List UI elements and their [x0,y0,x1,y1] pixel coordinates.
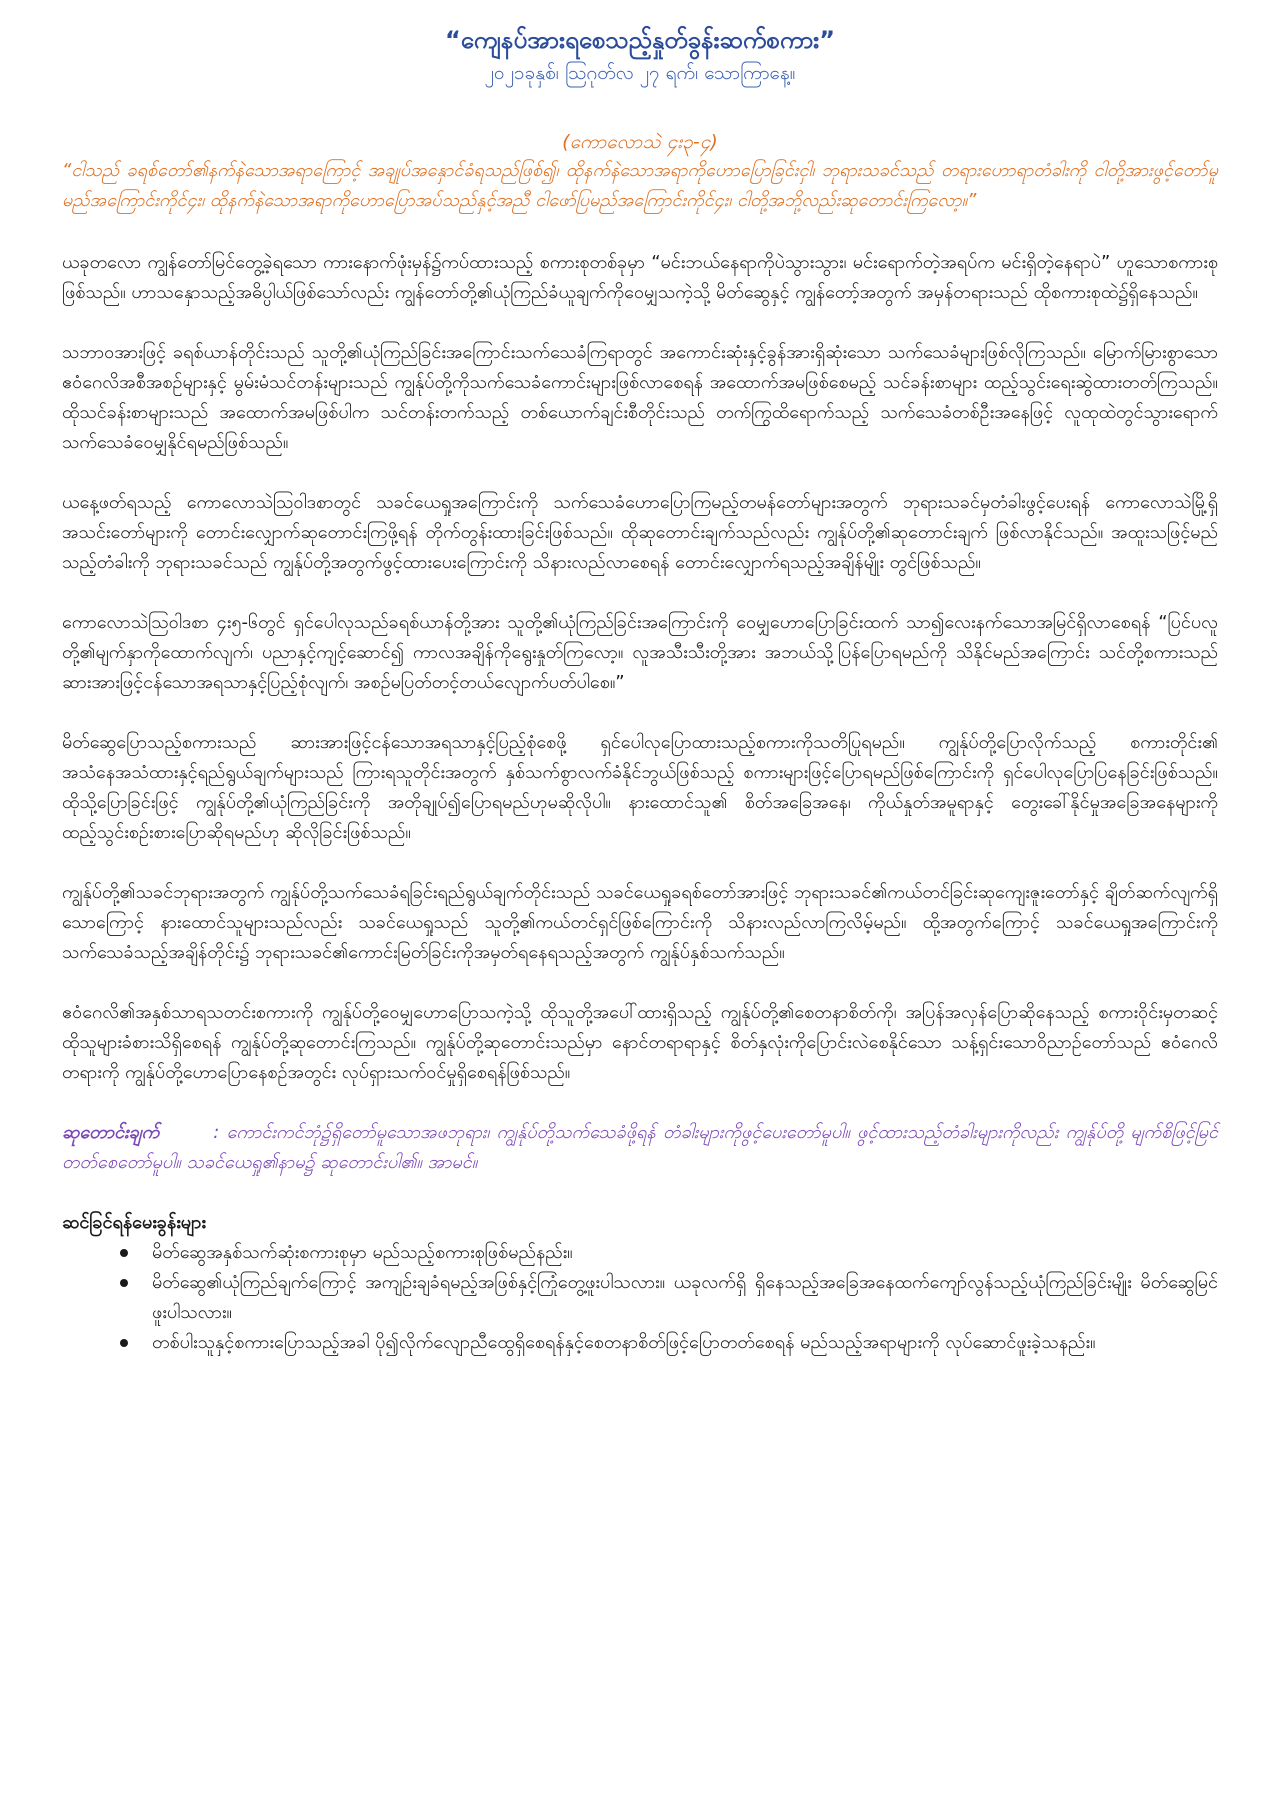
scripture-text: “ငါသည် ခရစ်တော်၏နက်နဲသောအရာကြောင့် အချုပ်အနှောင်ခံရသည်ဖြစ်၍၊ ထိုနက်နဲသောအရာကိုဟောပြောခြင်းငှါ၊ ဘုရားသခင်သည် တရားဟောရာတံခါးကို ငါတို့အားဖွင့်တော်မူမည်အကြောင်းကိုင်၄း၊ ထိုနက်နဲသောအရာကိုဟောပြောအပ်သည်နှင့်အညီ ငါဖော်ပြမည်အကြောင်းကိုင်၄း၊ ငါတို့အဘို့လည်းဆုတောင်းကြလော့။” [62,160,1218,211]
date-line: ၂၀၂၁ခုနှစ်၊ ဩဂုတ်လ ၂၇ ရက်၊ သောကြာနေ့။ [484,62,796,84]
body-paragraph-3: ယနေ့ဖတ်ရသည့် ကောလောသဲဩဝါဒစာတွင် သခင်ယေရှုအကြောင်းကို သက်သေခံဟောပြောကြမည့်တမန်တော်များအတွက် ဘုရားသခင်မှတံခါးဖွင့်ပေးရန် ကောလောသဲမြို့ရှိအသင်းတော်များကို တောင်းလျှောက်ဆုတောင်းကြဖို့ရန် တိုက်တွန်းထားခြင်းဖြစ်သည်။ ထိုဆုတောင်းချက်သည်လည်း ကျွန်ုပ်တို့၏ဆုတောင်းချက် ဖြစ်လာနိုင်သည်။ အထူးသဖြင့်မည်သည့်တံခါးကို ဘုရားသခင်သည် ကျွန်ုပ်တို့အတွက်ဖွင့်ထားပေးကြောင်းကို သိနားလည်လာစေရန် တောင်းလျှောက်ရသည့်အချိန်မျိုး တွင်ဖြစ်သည်။ [62,492,1218,573]
list-item [120,1268,1218,1328]
prayer-text: : ကောင်းကင်ဘုံ၌ရှိတော်မူသောအဖဘုရား၊ ကျွန်ုပ်တို့သက်သေခံဖို့ရန် တံခါးများကိုဖွင့်ပေးတော်မူပါ။ ဖွင့်ထားသည့်တံခါးများကိုလည်း ကျွန်ုပ်တို့ မျက်စိဖြင့်မြင်တတ်စေတော်မူပါ။ သခင်ယေရှု၏နာမ၌ ဆုတောင်းပါ၏။ အာမင်။ [62,1122,1218,1173]
page-title: “ကျေနပ်အားရစေသည့်နှုတ်ခွန်းဆက်စကား” [444,26,836,54]
prayer-block [62,1118,1218,1178]
question-text: တစ်ပါးသူနှင့်စကားပြောသည့်အခါ ပို၍လိုက်လျောညီထွေရှိစေရန်နှင့်စေတနာစိတ်ဖြင့်ပြောတတ်စေရန် မည်သည့်အရာများကို လုပ်ဆောင်ဖူးခဲ့သနည်း။ [152,1332,1096,1353]
bullet-icon [120,1339,128,1347]
body-paragraph-2: သဘာဝအားဖြင့် ခရစ်ယာန်တိုင်းသည် သူတို့၏ယုံကြည်ခြင်းအကြောင်းသက်သေခံကြရာတွင် အကောင်းဆုံးနှင့်ခွန်အားရှိဆုံးသော သက်သေခံများဖြစ်လိုကြသည်။ မြောက်မြားစွာသောဧဝံဂေလိအစီအစဉ်များနှင့် မွမ်းမံသင်တန်းများသည် ကျွန်ုပ်တို့ကိုသက်သေခံကောင်းများဖြစ်လာစေရန် အထောက်အမဖြစ်စေမည့် သင်ခန်းစာများ ထည့်သွင်းရေးဆွဲထားတတ်ကြသည်။ ထိုသင်ခန်းစာများသည် အထောက်အမဖြစ်ပါက သင်တန်းတက်သည့် တစ်ယောက်ချင်းစီတိုင်းသည် တက်ကြွထိရောက်သည့် သက်သေခံတစ်ဦးအနေဖြင့် လူထုထဲတွင်သွားရောက်သက်သေခံဝေမျှနိုင်ရမည်ဖြစ်သည်။ [62,342,1218,453]
list-item [120,1328,1218,1358]
body-paragraph-5: မိတ်ဆွေပြောသည့်စကားသည် ဆားအားဖြင့်ငန်သောအရသာနှင့်ပြည့်စုံစေဖို့ ရှင်ပေါလုပြောထားသည့်စကားကိုသတိပြုရမည်။ ကျွန်ုပ်တို့ပြောလိုက်သည့် စကားတိုင်း၏ အသံနေအသံထားနှင့်ရည်ရွယ်ချက်များသည် ကြားရသူတိုင်းအတွက် နှစ်သက်စွာလက်ခံနိုင်ဘွယ်ဖြစ်သည့် စကားများဖြင့်ပြောရမည်ဖြစ်ကြောင်းကို ရှင်ပေါလုပြောပြနေခြင်းဖြစ်သည်။ ထိုသို့ပြောခြင်းဖြင့် ကျွန်ုပ်တို့၏ယုံကြည်ခြင်းကို အတိုချုပ်၍ပြောရမည်ဟုမဆိုလိုပါ။ နားထောင်သူ၏ စိတ်အခြေအနေ၊ ကိုယ်နှုတ်အမူရာနှင့် တွေးခေါ်နိုင်မှုအခြေအနေများကို ထည့်သွင်းစဉ်းစားပြောဆိုရမည်ဟု ဆိုလိုခြင်းဖြစ်သည်။ [62,732,1218,843]
scripture-block [62,128,1218,216]
questions-heading: ဆင်ခြင်ရန်မေးခွန်းများ [62,1212,206,1233]
questions-list [62,1238,1218,1358]
question-text: မိတ်ဆွေ၏ယုံကြည်ချက်ကြောင့် အကျဉ်းချခံရမည့်အဖြစ်နှင့်ကြုံတွေ့ဖူးပါသလား။ ယခုလက်ရှိ ရှိနေသည့်အခြေအနေထက်ကျော်လွန်သည့်ယုံကြည်ခြင်းမျိုး မိတ်ဆွေမြင်ဖူးပါသလား။ [152,1272,1218,1323]
body-paragraph-6: ကျွန်ုပ်တို့၏သခင်ဘုရားအတွက် ကျွန်ုပ်တို့သက်သေခံရခြင်းရည်ရွယ်ချက်တိုင်းသည် သခင်ယေရှုခရစ်တော်အားဖြင့် ဘုရားသခင်၏ကယ်တင်ခြင်းဆုကျေးဇူးတော်နှင့် ချိတ်ဆက်လျက်ရှိသောကြောင့် နားထောင်သူများသည်လည်း သခင်ယေရှုသည် သူတို့၏ကယ်တင်ရှင်ဖြစ်ကြောင်းကို သိနားလည်လာကြလိမ့်မည်။ ထို့အတွက်ကြောင့် သခင်ယေရှုအကြောင်းကို သက်သေခံသည့်အချိန်တိုင်း၌ ဘုရားသခင်၏ကောင်းမြတ်ခြင်းကိုအမှတ်ရနေရသည့်အတွက် ကျွန်ုပ်နှစ်သက်သည်။ [62,882,1218,963]
prayer-label: ဆုတောင်းချက် [62,1122,160,1143]
body-paragraph-7: ဧဝံဂေလိ၏အနှစ်သာရသတင်းစကားကို ကျွန်ုပ်တို့ဝေမျှဟောပြောသကဲ့သို့ ထိုသူတို့အပေါ်ထားရှိသည့် ကျွန်ုပ်တို့၏စေတနာစိတ်ကို၊ အပြန်အလှန်ပြောဆိုနေသည့် စကားဝိုင်းမှတဆင့် ထိုသူများခံစားသိရှိစေရန် ကျွန်ုပ်တို့ဆုတောင်းကြသည်။ ကျွန်ုပ်တို့ဆုတောင်းသည်မှာ နောင်တရာရာနှင့် စိတ်နှလုံးကိုပြောင်းလဲစေနိုင်သော သန့်ရှင်းသောဝိညာဉ်တော်သည် ဧဝံဂေလိတရားကို ကျွန်ုပ်တို့ဟောပြောနေစဉ်အတွင်း လုပ်ရှားသက်ဝင်မှုရှိစေရန်ဖြစ်သည်။ [62,1002,1218,1083]
bullet-icon [120,1249,128,1257]
list-item [120,1238,1218,1268]
bullet-icon [120,1279,128,1287]
body-paragraph-1: ယခုတလော ကျွန်တော်မြင်တွေ့ခဲ့ရသော ကားနောက်ဖုံးမှန်၌ကပ်ထားသည့် စကားစုတစ်ခုမှာ “မင်းဘယ်နေရာကိုပဲသွားသွား၊ မင်းရောက်တဲ့အရပ်က မင်းရှိတဲ့နေရာပဲ” ဟူသောစကားစုဖြစ်သည်။ ဟာသနှောသည့်အဓိပ္ပါယ်ဖြစ်သော်လည်း ကျွန်တော်တို့၏ယုံကြည်ခံယူချက်ကိုဝေမျှသကဲ့သို့ မိတ်ဆွေနှင့် ကျွန်တော့်အတွက် အမှန်တရားသည် ထိုစကားစုထဲ၌ရှိနေသည်။ [62,252,1218,303]
question-text: မိတ်ဆွေအနှစ်သက်ဆုံးစကားစုမှာ မည်သည့်စကားစုဖြစ်မည်နည်း။ [152,1242,573,1263]
scripture-reference: (ကောလောသဲ ၄း၃-၄) [562,131,718,153]
body-paragraph-4: ကောလောသဲဩဝါဒစာ ၄း၅-၆တွင် ရှင်ပေါလုသည်ခရစ်ယာန်တို့အား သူတို့၏ယုံကြည်ခြင်းအကြောင်းကို ဝေမျှဟောပြောခြင်းထက် သာ၍လေးနက်သောအမြင်ရှိလာစေရန် “ပြင်ပလူတို့၏မျက်နှာကိုထောက်လျက်၊ ပညာနှင့်ကျင့်ဆောင်၍ ကာလအချိန်ကိုရွေးနှုတ်ကြလော့။ လူအသီးသီးတို့အား အဘယ်သို့ပြန်ပြောရမည်ကို သိနိုင်မည်အကြောင်း သင်တို့စကားသည် ဆားအားဖြင့်ငန်သောအရသာနှင့်ပြည့်စုံလျက်၊ အစဉ်မပြတ်တင့်တယ်လျောက်ပတ်ပါစေ။” [62,612,1218,693]
